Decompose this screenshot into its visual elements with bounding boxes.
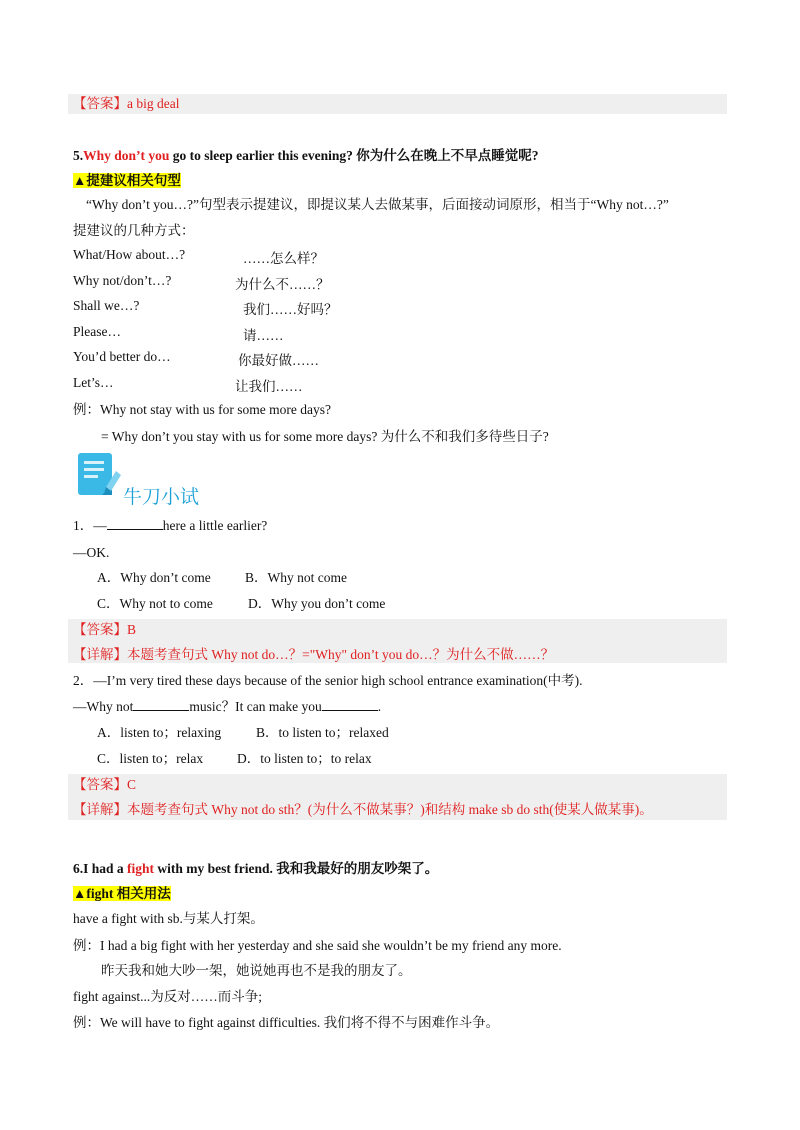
s5-heading: 5.Why don’t you go to sleep earlier this evening? 你为什么在晚上不早点睡觉呢? xyxy=(73,148,539,163)
q1-option-d: D．Why you don’t come xyxy=(248,596,386,611)
s6-heading: 6.I had a fight with my best friend. 我和我最好的朋友吵架了。 xyxy=(73,861,439,876)
q2-answer: 【答案】C xyxy=(73,777,137,792)
s5-subheading: ▲提建议相关句型 xyxy=(73,173,181,188)
q1-detail: 【详解】本题考查句式 Why not do…？="Why" don’t you do…？为什么不做……？ xyxy=(73,647,555,662)
suggestion-zh-2: 为什么不……？ xyxy=(235,277,330,292)
suggestion-en-2: Why not/don’t…? xyxy=(73,273,172,288)
suggestion-zh-6: 让我们…… xyxy=(235,379,303,394)
q1-stem: 1．— here a little earlier? xyxy=(73,518,268,533)
s5-para2: 提建议的几种方式： xyxy=(73,223,195,238)
s6-line-4: fight against...为反对……而斗争; xyxy=(73,989,262,1004)
practice-title: 牛刀小试 xyxy=(123,486,200,508)
suggestion-en-4: Please… xyxy=(73,324,121,339)
q2-option-c: C．listen to；relax xyxy=(97,751,204,766)
suggestion-en-6: Let’s… xyxy=(73,375,114,390)
suggestion-zh-1: ……怎么样？ xyxy=(243,251,324,266)
s6-line-2: 例：I had a big fight with her yesterday and she said she wouldn’t be my friend any more. xyxy=(73,938,562,953)
suggestion-en-3: Shall we…? xyxy=(73,298,140,313)
suggestion-zh-5: 你最好做…… xyxy=(238,353,319,368)
s6-line-3: 昨天我和她大吵一架，她说她再也不是我的朋友了。 xyxy=(101,963,412,978)
suggestion-zh-3: 我们……好吗？ xyxy=(243,302,338,317)
note-pencil-icon xyxy=(76,451,122,501)
suggestion-en-1: What/How about…? xyxy=(73,247,186,262)
q1-option-a: A．Why don’t come xyxy=(97,570,211,585)
q1-answer: 【答案】B xyxy=(73,622,137,637)
s5-example-2: = Why don’t you stay with us for some more days? 为什么不和我们多待些日子? xyxy=(101,429,549,444)
q2-blank-1 xyxy=(133,698,189,711)
q2-option-a: A．listen to；relaxing xyxy=(97,725,222,740)
s5-para1: “Why don’t you…?”句型表示提建议，即提议某人去做某事，后面接动词原形，相当于“Why not…?” xyxy=(86,197,669,212)
s6-line-1: have a fight with sb.与某人打架。 xyxy=(73,911,264,926)
s5-example-1: 例：Why not stay with us for some more days? xyxy=(73,402,331,417)
q2-option-b: B．to listen to；relaxed xyxy=(256,725,389,740)
s6-subheading: ▲fight 相关用法 xyxy=(73,886,171,901)
q1-option-c: C．Why not to come xyxy=(97,596,213,611)
q1-blank xyxy=(107,517,163,530)
s4-answer: 【答案】a big deal xyxy=(73,96,180,111)
q1-option-b: B．Why not come xyxy=(245,570,347,585)
q2-stem: 2．—I’m very tired these days because of the senior high school entrance examination(中考). xyxy=(73,673,583,688)
q1-reply: —OK. xyxy=(73,545,110,560)
suggestion-zh-4: 请…… xyxy=(243,328,284,343)
q2-detail: 【详解】本题考查句式 Why not do sth？(为什么不做某事？)和结构 make sb do sth(使某人做某事)。 xyxy=(73,802,653,817)
suggestion-en-5: You’d better do… xyxy=(73,349,171,364)
q2-reply: —Why not music？It can make you . xyxy=(73,699,382,714)
q2-blank-2 xyxy=(322,698,378,711)
s6-line-5: 例：We will have to fight against difficulties. 我们将不得不与困难作斗争。 xyxy=(73,1015,500,1030)
q2-option-d: D．to listen to；to relax xyxy=(237,751,372,766)
